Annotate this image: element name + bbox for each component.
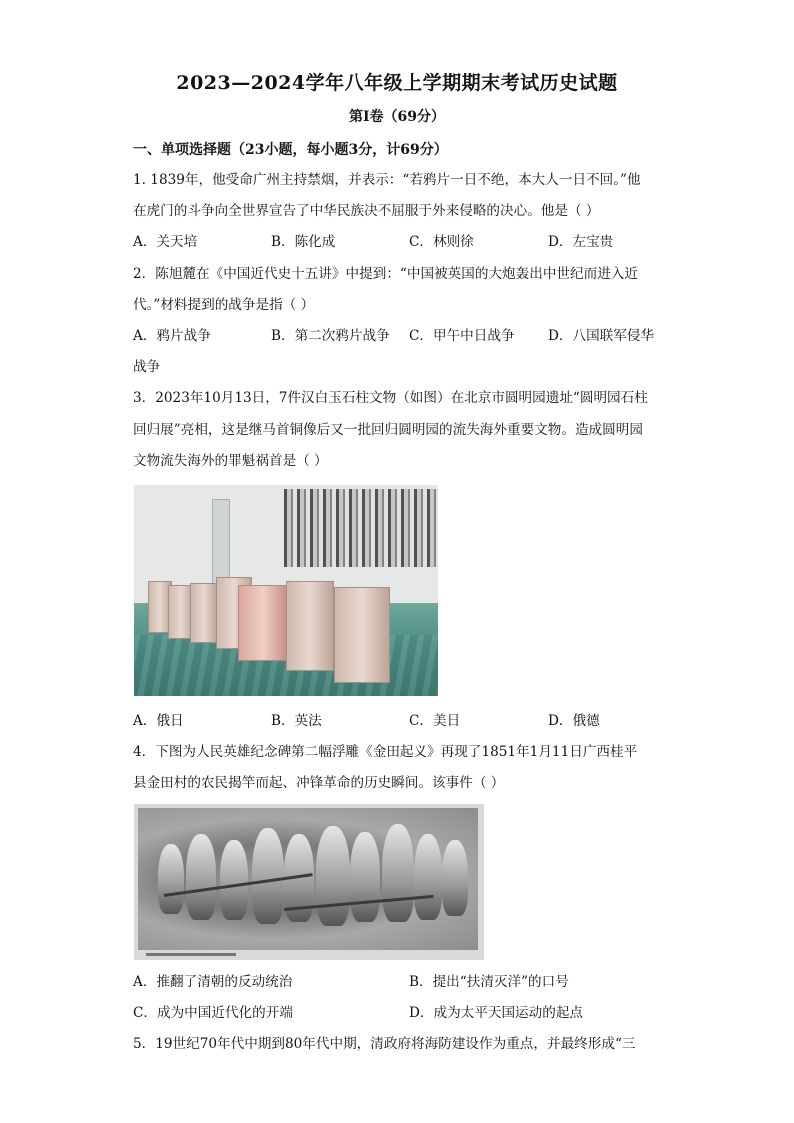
exam-title: 2023—2024学年八年级上学期期末考试历史试题 (176, 72, 618, 94)
jintian-uprising-relief-photo (134, 804, 484, 960)
question-4-option-c: C．成为中国近代化的开端 (133, 1005, 293, 1021)
section-heading: 一、单项选择题（23小题，每小题3分，计69分） (133, 142, 448, 158)
question-3-line-3: 文物流失海外的罪魁祸首是（ ） (133, 453, 328, 469)
question-1-line-1: 1. 1839年，他受命广州主持禁烟，并表示：“若鸦片一日不绝，本大人一日不回。”他 (133, 172, 641, 188)
question-2-option-a: A．鸦片战争 (133, 328, 211, 344)
question-4-option-d: D．成为太平天国运动的起点 (409, 1005, 584, 1021)
question-3-option-b: B．英法 (271, 713, 322, 729)
question-2-line-2: 代。”材料提到的战争是指（ ） (133, 297, 315, 313)
question-1-option-a: A．关天培 (133, 234, 198, 250)
question-3-option-a: A．俄日 (133, 713, 184, 729)
question-2-option-c: C．甲午中日战争 (409, 328, 515, 344)
question-1-option-c: C．林则徐 (409, 234, 474, 250)
exam-subtitle: 第Ⅰ卷（69分） (348, 109, 446, 125)
question-4-line-2: 县金田村的农民揭竿而起、冲锋革命的历史瞬间。该事件（ ） (133, 775, 505, 791)
question-3-option-c: C．美日 (409, 713, 461, 729)
question-3-line-2: 回归展”亮相，这是继马首铜像后又一批回归圆明园的流失海外重要文物。造成圆明园 (133, 422, 643, 438)
question-1-option-b: B．陈化成 (271, 234, 336, 250)
question-4-option-b: B．提出“扶清灭洋”的口号 (409, 974, 569, 990)
question-2-option-b: B．第二次鸦片战争 (271, 328, 390, 344)
question-2-line-1: 2．陈旭麓在《中国近代史十五讲》中提到：“中国被英国的大炮轰出中世纪而进入近 (133, 266, 638, 282)
question-4-line-1: 4．下图为人民英雄纪念碑第二幅浮雕《金田起义》再现了1851年1月11日广西桂平 (133, 744, 638, 760)
question-1-line-2: 在虎门的斗争向全世界宣告了中华民族决不屈服于外来侵略的决心。他是（ ） (133, 203, 600, 219)
question-3-option-d: D．俄德 (548, 713, 600, 729)
question-2-option-d: D．八国联军侵华 (548, 328, 655, 344)
jade-pillars-photo (134, 485, 438, 696)
question-4-option-a: A．推翻了清朝的反动统治 (133, 974, 293, 990)
question-3-line-1: 3．2023年10月13日，7件汉白玉石柱文物（如图）在北京市圆明园遗址“圆明园石柱 (133, 390, 648, 406)
question-2-option-d-wrap: 战争 (133, 359, 161, 375)
question-5-line-1: 5．19世纪70年代中期到80年代中期，清政府将海防建设作为重点，并最终形成“三 (133, 1036, 636, 1052)
question-1-option-d: D．左宝贵 (548, 234, 614, 250)
